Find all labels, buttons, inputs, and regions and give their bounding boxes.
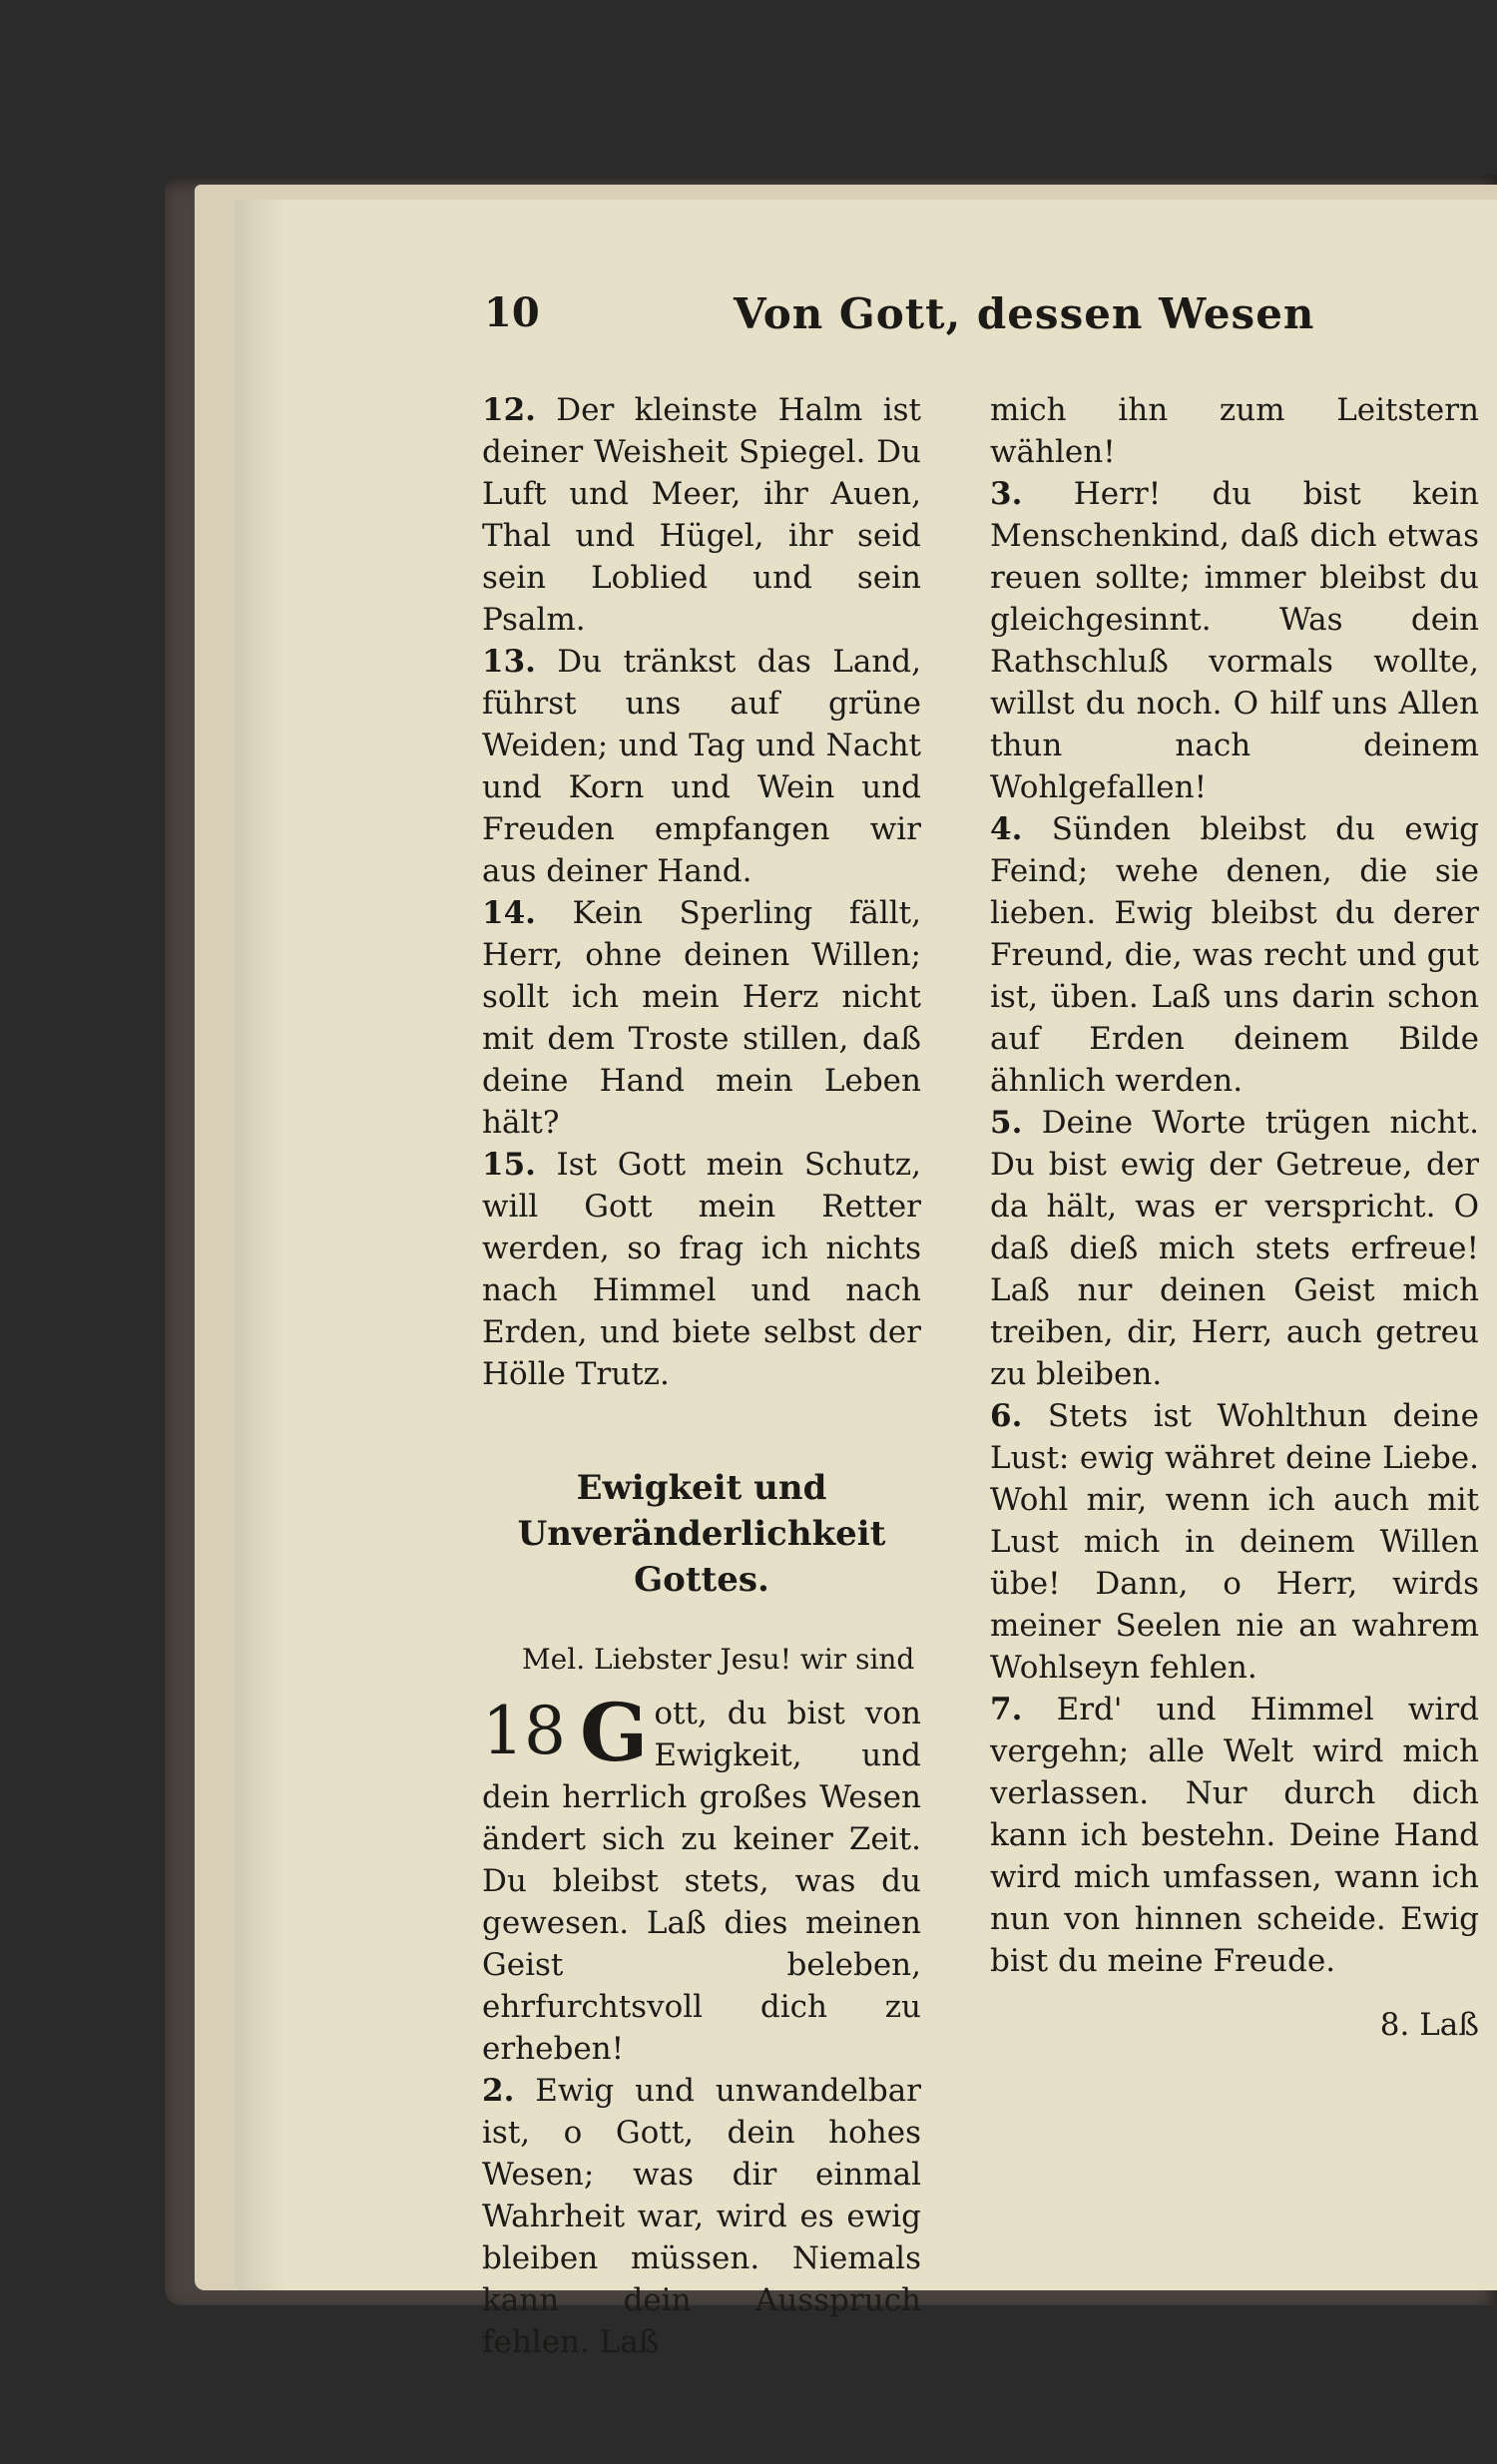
stanza: [990, 1689, 1479, 1982]
stanza-text: ott, du bist von Ewigkeit, und dein herrlich großes Wesen ändert sich zu keiner Zeit. Du bleibst stets, was du gewesen. Laß dies meinen Geist beleben, ehrfurchtsvoll dich zu erheben!: [482, 1696, 921, 2067]
stanza: [990, 1102, 1479, 1395]
drop-cap: G: [579, 1686, 649, 1779]
section-title: Ewigkeit und Unveränderlichkeit Gottes.: [517, 1468, 886, 1600]
stanza: [482, 1144, 921, 1395]
hymn-first-stanza: [482, 1686, 921, 2070]
stanza-text: Erd' und Himmel wird vergehn; alle Welt wird mich verlassen. Nur durch dich kann ich bestehn. Deine Hand wird mich umfassen, wann ich nun von hinnen scheide. Ewig bist du meine Freude.: [990, 1692, 1479, 1979]
stanza: [990, 808, 1479, 1102]
stanza-text: Deine Worte trügen nicht. Du bist ewig der Getreue, der da hält, was er verspricht. O daß dieß mich stets erfreue! Laß nur deinen Geist mich treiben, dir, Herr, auch getreu zu bleiben.: [990, 1105, 1479, 1392]
hymn-number: 18: [482, 1693, 566, 1769]
stanza-number: 6.: [990, 1398, 1023, 1434]
running-head: Von Gott, dessen Wesen: [734, 289, 1315, 338]
stanza-text: Herr! du bist kein Menschenkind, daß dich etwas reuen sollte; immer bleibst du gleichgesinnt. Was dein Rathschluß vormals wollte, willst du noch. O hilf uns Allen thun nach deinem Wohlgefallen!: [990, 476, 1480, 805]
stanza-number: 3.: [990, 476, 1023, 512]
stanza-number: 13.: [482, 644, 536, 680]
stanza-text: Der kleinste Halm ist deiner Weisheit Spiegel. Du Luft und Meer, ihr Auen, Thal und Hügel, ihr seid sein Loblied und sein Psalm.: [482, 392, 921, 638]
stanza: [482, 2070, 921, 2363]
stanza-text: Kein Sperling fällt, Herr, ohne deinen Willen; sollt ich mein Herz nicht mit dem Troste stillen, daß deine Hand mein Leben hält?: [482, 895, 921, 1141]
stanza-number: 15.: [482, 1147, 536, 1183]
stanza-number: 5.: [990, 1105, 1023, 1141]
catchword: 8. Laß: [1379, 2007, 1479, 2043]
stanza: [482, 892, 921, 1144]
stanza-number: 12.: [482, 392, 536, 428]
stanza-text: Ist Gott mein Schutz, will Gott mein Retter werden, so frag ich nichts nach Himmel und nach Erden, und biete selbst der Hölle Trutz.: [482, 1147, 921, 1392]
stanza: [990, 473, 1479, 808]
stanza-text: Sünden bleibst du ewig Feind; wehe denen, die sie lieben. Ewig bleibst du derer Freund, die, was recht und gut ist, üben. Laß uns darin schon auf Erden deinem Bilde ähnlich werden.: [990, 811, 1479, 1099]
right-column: [990, 389, 1479, 2046]
page-header: [235, 289, 1497, 359]
stanza-text: Stets ist Wohlthun deine Lust: ewig währet deine Liebe. Wohl mir, wenn ich auch mit Lust mich in deinem Willen übe! Dann, o Herr, wirds meiner Seelen nie an wahrem Wohlseyn fehlen.: [990, 1398, 1479, 1686]
stanza: [482, 641, 921, 892]
stanza-number: 2.: [482, 2073, 515, 2109]
stanza-number: 7.: [990, 1692, 1023, 1727]
stanza: [990, 1395, 1479, 1689]
stanza-number: 4.: [990, 811, 1023, 847]
left-column: [482, 389, 921, 2363]
stanza-number: 14.: [482, 895, 536, 931]
stanza-continuation: mich ihn zum Leitstern wählen!: [990, 392, 1479, 470]
stanza: [482, 389, 921, 641]
book-page: [235, 200, 1497, 2360]
melody-reference: Mel. Liebster Jesu! wir sind: [522, 1643, 915, 1676]
stanza-text: Du tränkst das Land, führst uns auf grüne Weiden; und Tag und Nacht und Korn und Wein und Freuden empfangen wir aus deiner Hand.: [482, 644, 921, 889]
page-number: 10: [484, 289, 540, 336]
stanza-text: Ewig und unwandelbar ist, o Gott, dein hohes Wesen; was dir einmal Wahrheit war, wird es ewig bleiben müssen. Niemals kann dein Ausspruch fehlen. Laß: [482, 2073, 921, 2360]
